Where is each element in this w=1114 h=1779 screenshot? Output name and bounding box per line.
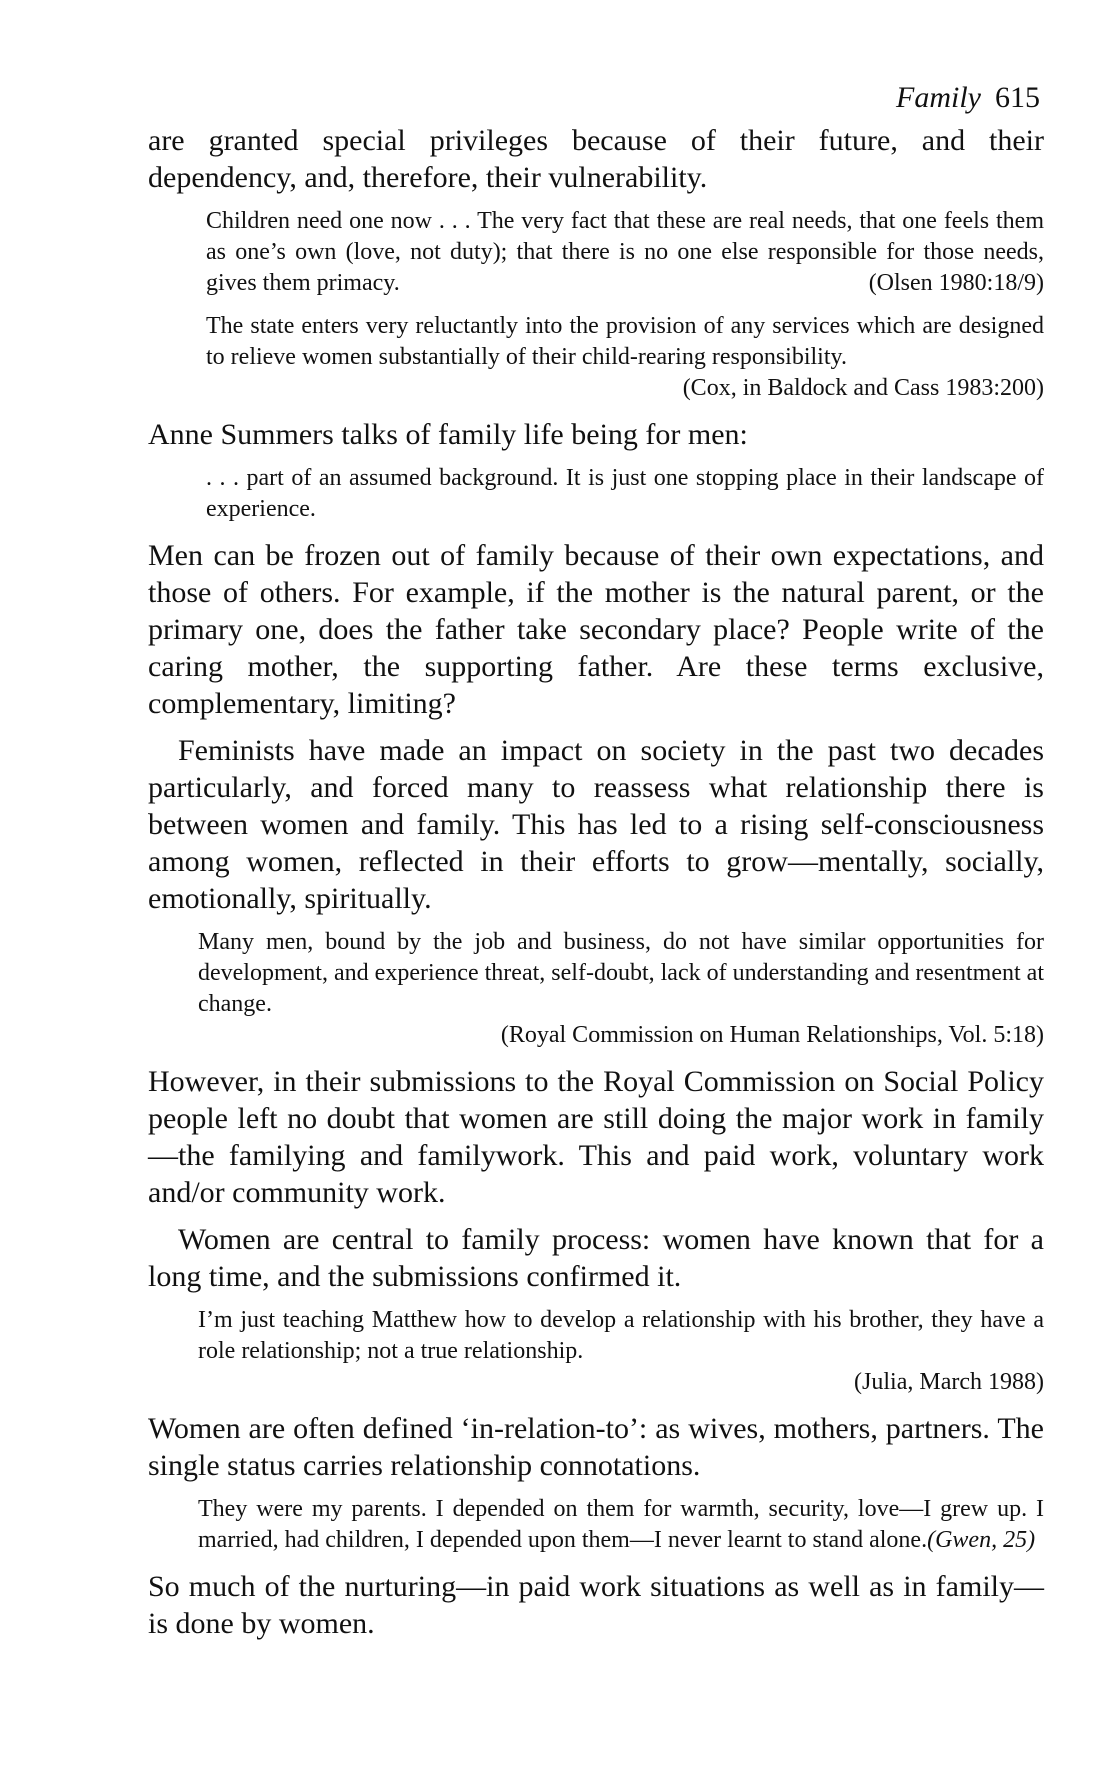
paragraph-submissions: However, in their submissions to the Royal Commission on Social Policy people left no doubt that women are still doing the major work in family—the familying and familywork. This and paid work, voluntary work and/or community work. [148,1065,1044,1209]
page-number: 615 [995,81,1040,114]
quote-citation: (Olsen 1980:18/9) [868,270,1044,296]
quote-citation: (Julia, March 1988) [854,1369,1044,1395]
paragraph-privileges: are granted special privileges because of their future, and their dependency, and, therefore, their vulnerability. [148,124,1044,194]
paragraph-in-relation-to: Women are often defined ‘in-relation-to’: as wives, mothers, partners. The single status carries relationship connotations. [148,1412,1044,1482]
paragraph-nurturing: So much of the nurturing—in paid work situations as well as in family—is done by women. [148,1570,1044,1640]
block-quote-cox [206,311,1044,404]
quote-citation: (Gwen, 25) [927,1527,1036,1553]
block-quote-olsen [206,206,1044,299]
quote-text: Children need one now . . . The very fact that these are real needs, that one feels them as one’s own (love, not duty); that there is no one else responsible for those needs, gives them primacy. [206,208,1044,296]
book-page [148,78,1044,1652]
paragraph-anne-summers: Anne Summers talks of family life being for men: [148,418,748,451]
quote-text: They were my parents. I depended on them for warmth, security, love—I grew up. I married, had children, I depended upon them—I never learnt to stand alone. [198,1496,1044,1553]
paragraph-men-frozen-out: Men can be frozen out of family because of their own expectations, and those of others. For example, if the mother is the natural parent, or the primary one, does the father take secondary place? People write of the caring mother, the supporting father. Are these terms exclusive, complementary, limiting? [148,539,1044,720]
block-quote-julia [198,1305,1044,1398]
paragraph-feminists: Feminists have made an impact on society in the past two decades particularly, and forced many to reassess what relationship there is between women and family. This has led to a rising self-consciousness among women, reflected in their efforts to grow—mentally, socially, emotionally, spiritually. [148,734,1044,915]
quote-text: Many men, bound by the job and business, do not have similar opportunities for development, and experience threat, self-doubt, lack of understanding and resentment at change. [198,929,1044,1017]
page-header [148,78,1044,118]
block-quote-gwen [198,1494,1044,1556]
quote-citation: (Royal Commission on Human Relationships, Vol. 5:18) [500,1022,1044,1048]
running-title: Family [896,81,981,114]
quote-text: . . . part of an assumed background. It is just one stopping place in their landscape of experience. [206,465,1044,522]
quote-citation: (Cox, in Baldock and Cass 1983:200) [682,375,1044,401]
block-quote-summers [206,463,1044,525]
block-quote-royal-commission [198,927,1044,1051]
quote-text: I’m just teaching Matthew how to develop a relationship with his brother, they have a role relationship; not a true relationship. [198,1307,1044,1364]
paragraph-women-central: Women are central to family process: women have known that for a long time, and the submissions confirmed it. [148,1223,1044,1293]
quote-text: The state enters very reluctantly into the provision of any services which are designed to relieve women substantially of their child-rearing responsibility. [206,313,1044,370]
